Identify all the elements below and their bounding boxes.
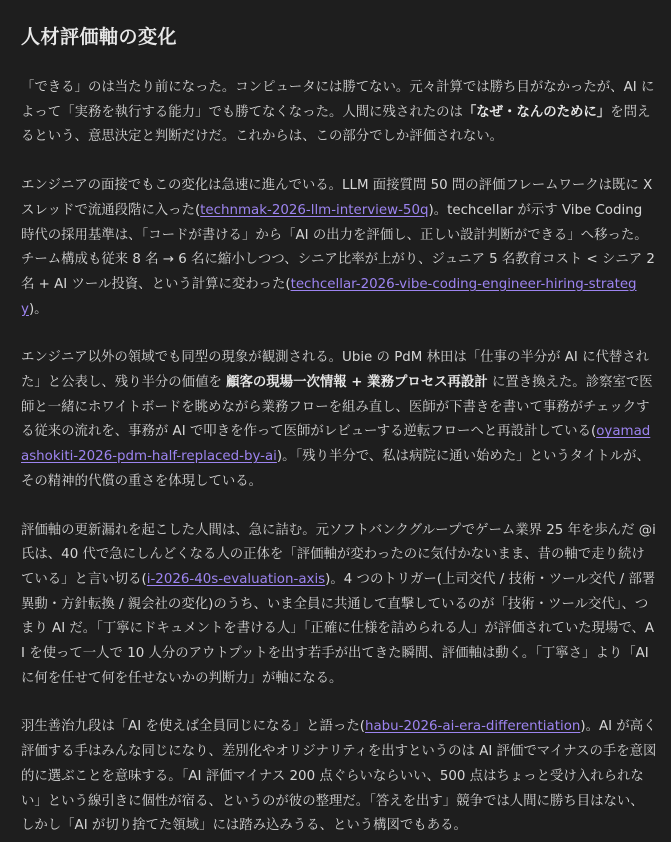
body-text: エンジニアの面接でもこの変化は急速に進んでいる。LLM 面接質問 50 問の評価フレームワークは既に X スレッドで流通段階に入った( — [21, 178, 653, 218]
paragraph — [21, 174, 657, 322]
paragraph — [21, 715, 657, 839]
body-text: )。AI が高く評価する手はみんな同じになり、差別化やオリジナリティを出すというのは AI 評価でマイナスの手を意図的に選ぶことを意味する。「AI 評価マイナス 200 点ぐらいならいい、500 点はちょっと受け入れられない」という線引きに個性が宿る、というのが彼の整理だ。「答えを出す」競争では人間に勝ち目はない、しかし「AI が切り捨てた領域」には踏み込みうる、という構図でもある。 — [21, 719, 657, 834]
body-text: 羽生善治九段は「AI を使えば全員同じになる」と語った( — [21, 719, 365, 735]
emphasis-text: 顧客の現場一次情報 + 業務プロセス再設計 — [226, 375, 488, 391]
reference-link[interactable]: technmak-2026-llm-interview-50q — [200, 202, 429, 218]
body-text: 評価軸の更新漏れを起こした人間は、急に詰む。元ソフトバンクグループでゲーム業界 25 年を歩んだ @i 氏は、40 代で急にしんどくなる人の正体を「評価軸が変わったのに気付かないまま、昔の軸で走り続けている」と言い切る( — [21, 522, 656, 587]
body-text: )。4 つのトリガー(上司交代 / 技術・ツール交代 / 部署異動・方針転換 / 親会社の変化)のうち、いま全員に共通して直撃しているのが「技術・ツール交代」、つまり AI だ。「丁寧にドキュメントを書ける人」「正確に仕様を詰められる人」が評価されていた現場で、AI を使って一人で 10 人分のアウトプットを出す若手が出てきた瞬間、評価軸は動く。「丁寧さ」より「AI に何を任せて何を任せないかの判断力」が軸になる。 — [21, 571, 656, 686]
body-text: )。「残り半分で、私は病院に通い始めた」というタイトルが、その精神的代償の重さを体現している。 — [21, 449, 650, 489]
body-text: を問えるという、意思決定と判断だけだ。これからは、この部分でしか評価されない。 — [21, 104, 651, 145]
reference-link[interactable]: habu-2026-ai-era-differentiation — [364, 719, 581, 735]
paragraph — [21, 346, 657, 494]
body-text: エンジニア以外の領域でも同型の現象が観測される。Ubie の PdM 林田は「仕事の半分が AI に代替された」と公表し、残り半分の価値を — [21, 350, 650, 391]
paragraph — [21, 76, 657, 150]
body-text: に置き換えた。診察室で医師と一緒にホワイトボードを眺めながら業務フローを組み直し、医師が下書きを書いて事務がチェックする従来の流れを、事務が AI で叩きを作って医師がレビューする逆転フローへと再設計している( — [21, 375, 653, 440]
body-text: 「できる」のは当たり前になった。コンピュータには勝てない。元々計算では勝ち目がなかったが、AI によって「実務を執行する能力」でも勝てなくなった。人間に残されたのは — [21, 80, 655, 120]
reference-link[interactable]: oyamadashokiti-2026-pdm-half-replaced-by-ai — [21, 424, 651, 465]
section-title: 人材評価軸の変化 — [21, 26, 178, 48]
section-body — [21, 76, 657, 839]
emphasis-text: 「なぜ・なんのために」 — [462, 104, 611, 120]
body-text: )。 — [28, 301, 48, 317]
reference-link[interactable]: techcellar-2026-vibe-coding-engineer-hiring-strategy — [21, 276, 637, 317]
paragraph — [21, 519, 657, 692]
reference-link[interactable]: i-2026-40s-evaluation-axis — [146, 571, 326, 587]
body-text: )。techcellar が示す Vibe Coding 時代の採用基準は、「コードが書ける」から「AI の出力を評価し、正しい設計判断ができる」へ移った。チーム構成も従来 8 名 → 6 名に縮小しつつ、シニア比率が上がり、ジュニア 5 名教育コスト < シニア 2 名 + AI ツール投資、という計算に変わった( — [21, 202, 655, 292]
